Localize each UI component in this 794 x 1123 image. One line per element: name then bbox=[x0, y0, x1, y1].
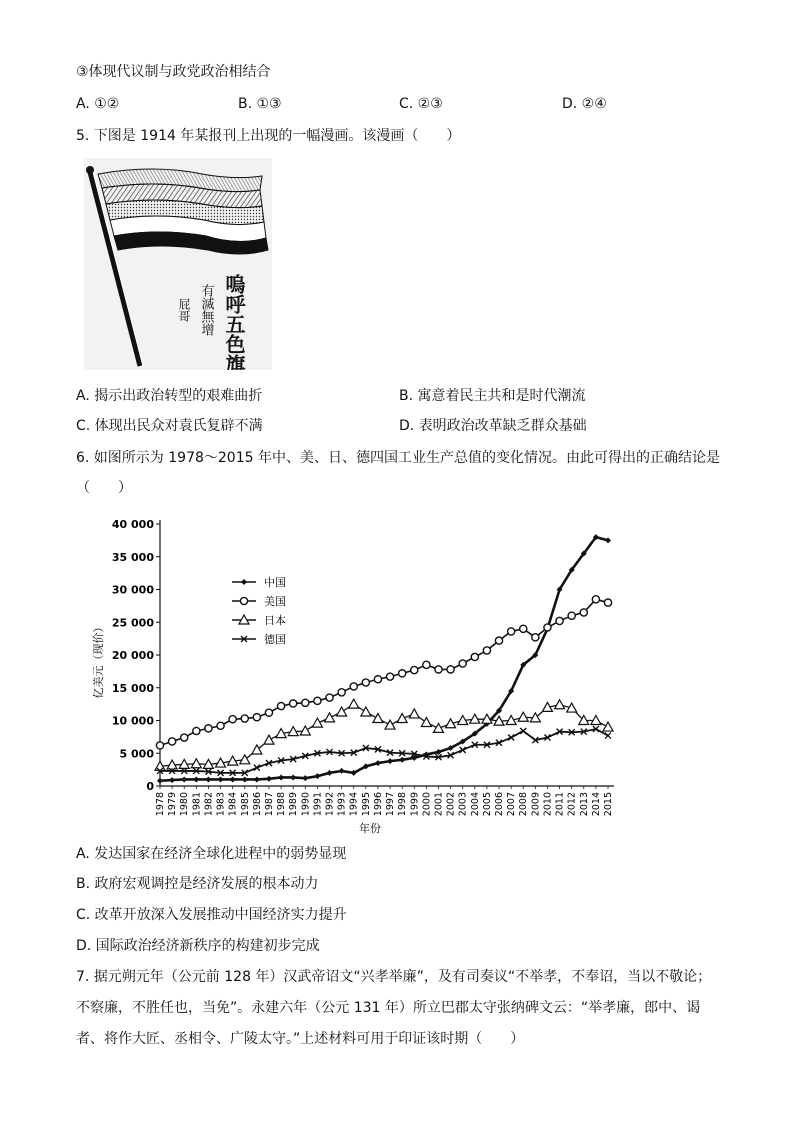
data-point bbox=[435, 749, 441, 755]
data-point bbox=[433, 723, 443, 732]
q7-line-1: 7. 据元朔元年（公元前 128 年）汉武帝诏文“兴孝举廉”，及有司奏议“不举孝，不奉诏，当以不敬论； bbox=[76, 969, 712, 985]
cartoon-title: 嗚呼五色旗 bbox=[222, 274, 246, 370]
q6-option-a[interactable]: A. 发达国家在经济全球化进程中的弱势显现 bbox=[76, 846, 347, 862]
data-point bbox=[423, 661, 430, 668]
data-point bbox=[242, 776, 248, 782]
data-point bbox=[605, 733, 611, 739]
cartoon-signature: 屁哥 bbox=[177, 298, 191, 322]
legend-marker bbox=[241, 579, 247, 585]
data-point bbox=[387, 758, 393, 764]
x-tick-label: 2015 bbox=[603, 792, 614, 817]
data-point bbox=[350, 683, 357, 690]
data-point bbox=[169, 777, 175, 783]
y-tick-label: 0 bbox=[146, 780, 154, 793]
x-tick-label: 1995 bbox=[360, 792, 372, 817]
data-point bbox=[447, 666, 454, 673]
legend-item bbox=[232, 575, 286, 589]
data-point bbox=[277, 702, 284, 709]
y-tick-label: 40 000 bbox=[111, 518, 154, 531]
series-4 bbox=[157, 726, 611, 776]
legend-label: 中国 bbox=[264, 576, 286, 589]
flag-cartoon bbox=[84, 158, 272, 370]
y-tick-label: 35 000 bbox=[111, 550, 154, 564]
data-point bbox=[241, 715, 248, 722]
x-tick-label: 1991 bbox=[312, 792, 324, 817]
data-point bbox=[495, 637, 502, 644]
x-tick-label: 2012 bbox=[566, 792, 578, 817]
data-point bbox=[290, 700, 297, 707]
y-tick-label: 30 000 bbox=[111, 583, 154, 597]
legend-label: 美国 bbox=[264, 595, 286, 608]
data-point bbox=[568, 612, 575, 619]
data-point bbox=[290, 774, 296, 780]
data-point bbox=[520, 625, 527, 632]
data-point bbox=[520, 728, 526, 734]
industrial-output-chart bbox=[90, 510, 630, 840]
x-tick-label: 1985 bbox=[239, 792, 251, 817]
data-point bbox=[181, 776, 187, 782]
x-tick-label: 2003 bbox=[457, 792, 469, 817]
x-tick-label: 1989 bbox=[288, 792, 300, 817]
y-tick-label: 5 000 bbox=[119, 747, 154, 761]
q5-stem: 5. 下图是 1914 年某报刊上出现的一幅漫画。该漫画（ ） bbox=[76, 128, 461, 144]
x-axis-label: 年份 bbox=[359, 822, 381, 835]
q4-option-a[interactable]: A. ①② bbox=[76, 96, 120, 112]
data-point bbox=[386, 673, 393, 680]
q6-option-c[interactable]: C. 改革开放深入发展推动中国经济实力提升 bbox=[76, 907, 347, 923]
x-tick-label: 2006 bbox=[494, 792, 506, 817]
cartoon-subtitle: 有滅無增 bbox=[198, 284, 214, 336]
x-tick-label: 2007 bbox=[506, 792, 518, 817]
y-tick-label: 15 000 bbox=[111, 681, 154, 695]
q7-line-2: 不察廉，不胜任也，当免”。永建六年（公元 131 年）所立巴郡太守张纳碑文云：“举孝廉，郎中、谒 bbox=[76, 1000, 701, 1016]
data-point bbox=[314, 773, 320, 779]
series-line bbox=[160, 599, 608, 745]
data-point bbox=[264, 735, 274, 744]
data-point bbox=[421, 717, 431, 726]
data-point bbox=[229, 716, 236, 723]
data-point bbox=[205, 776, 211, 782]
x-tick-label: 2005 bbox=[481, 792, 493, 817]
data-point bbox=[254, 776, 260, 782]
data-point bbox=[508, 628, 515, 635]
data-point bbox=[169, 738, 176, 745]
data-point bbox=[193, 727, 200, 734]
data-point bbox=[603, 722, 613, 731]
q6-stem: 6. 如图所示为 1978～2015 年中、美、日、德四国工业生产总值的变化情况。由此可得出的正确结论是 bbox=[76, 450, 720, 466]
x-tick-label: 1979 bbox=[167, 792, 179, 817]
data-point bbox=[181, 734, 188, 741]
data-point bbox=[217, 722, 224, 729]
data-point bbox=[397, 714, 407, 723]
series-line bbox=[160, 537, 608, 781]
data-point bbox=[338, 689, 345, 696]
x-tick-label: 2011 bbox=[554, 792, 566, 817]
x-tick-label: 1983 bbox=[215, 792, 227, 817]
data-point bbox=[435, 666, 442, 673]
data-point bbox=[411, 666, 418, 673]
legend-item bbox=[232, 595, 286, 608]
x-tick-label: 1998 bbox=[397, 792, 409, 817]
x-tick-label: 1996 bbox=[372, 792, 384, 817]
data-point bbox=[399, 757, 405, 763]
legend-label: 德国 bbox=[264, 633, 286, 646]
data-point bbox=[326, 694, 333, 701]
data-point bbox=[302, 699, 309, 706]
legend-label: 日本 bbox=[264, 614, 286, 627]
data-point bbox=[337, 707, 347, 716]
x-tick-label: 1984 bbox=[227, 792, 239, 817]
data-point bbox=[375, 760, 381, 766]
x-tick-label: 1988 bbox=[276, 792, 288, 817]
data-point bbox=[327, 770, 333, 776]
y-tick-label: 10 000 bbox=[111, 714, 154, 728]
q6-stem-blank: （ ） bbox=[76, 480, 132, 496]
data-point bbox=[409, 709, 419, 718]
data-point bbox=[374, 676, 381, 683]
y-tick-label: 20 000 bbox=[111, 649, 154, 662]
q4-option-b[interactable]: B. ①③ bbox=[238, 96, 282, 112]
x-tick-label: 1992 bbox=[324, 792, 336, 817]
q5-option-b[interactable]: B. 寓意着民主共和是时代潮流 bbox=[399, 388, 586, 404]
legend-item bbox=[232, 613, 286, 627]
legend-marker bbox=[240, 597, 247, 604]
data-point bbox=[266, 776, 272, 782]
data-point bbox=[362, 679, 369, 686]
x-tick-label: 1990 bbox=[300, 792, 312, 817]
data-point bbox=[544, 624, 551, 631]
y-axis-label: 亿美元（现价） bbox=[92, 621, 105, 699]
data-point bbox=[373, 714, 383, 723]
x-tick-label: 1981 bbox=[191, 792, 203, 817]
x-tick-label: 1980 bbox=[179, 792, 191, 817]
y-tick-label: 25 000 bbox=[111, 616, 154, 630]
q7-line-3: 者、将作大匠、丞相令、广陵太守。”上述材料可用于印证该时期（ ） bbox=[76, 1031, 525, 1047]
q4-item-3: ③体现代议制与政党政治相结合 bbox=[76, 64, 271, 80]
data-point bbox=[265, 709, 272, 716]
x-tick-label: 1982 bbox=[203, 792, 215, 817]
x-tick-label: 2009 bbox=[530, 792, 542, 817]
data-point bbox=[302, 775, 308, 781]
series-2 bbox=[156, 596, 611, 749]
series-line bbox=[160, 704, 608, 766]
q5-option-a[interactable]: A. 揭示出政治转型的艰难曲折 bbox=[76, 388, 263, 404]
data-point bbox=[312, 718, 322, 727]
x-tick-label: 2002 bbox=[445, 792, 457, 817]
data-point bbox=[339, 768, 345, 774]
x-tick-label: 2001 bbox=[433, 792, 445, 817]
x-tick-label: 1993 bbox=[336, 792, 348, 817]
data-point bbox=[555, 700, 565, 709]
x-tick-label: 2008 bbox=[518, 792, 530, 817]
q6-option-b[interactable]: B. 政府宏观调控是经济发展的根本动力 bbox=[76, 876, 319, 892]
x-tick-label: 2010 bbox=[542, 792, 554, 817]
q4-option-c[interactable]: C. ②③ bbox=[399, 96, 443, 112]
series-line bbox=[160, 729, 608, 773]
data-point bbox=[604, 599, 611, 606]
q6-option-d[interactable]: D. 国际政治经济新秩序的构建初步完成 bbox=[76, 938, 320, 954]
q4-option-d[interactable]: D. ②④ bbox=[562, 96, 607, 112]
x-tick-label: 2013 bbox=[578, 792, 590, 817]
data-point bbox=[157, 778, 163, 784]
data-point bbox=[230, 776, 236, 782]
x-tick-label: 1987 bbox=[263, 792, 275, 817]
data-point bbox=[605, 537, 611, 543]
data-point bbox=[532, 634, 539, 641]
x-tick-label: 1999 bbox=[409, 792, 421, 817]
x-tick-label: 1994 bbox=[348, 792, 360, 817]
data-point bbox=[191, 759, 201, 768]
x-tick-label: 2014 bbox=[590, 792, 602, 817]
data-point bbox=[580, 609, 587, 616]
data-point bbox=[592, 596, 599, 603]
x-tick-label: 2004 bbox=[469, 792, 481, 817]
q5-option-d[interactable]: D. 表明政治改革缺乏群众基础 bbox=[399, 418, 587, 434]
data-point bbox=[361, 707, 371, 716]
data-point bbox=[518, 712, 528, 721]
data-point bbox=[349, 699, 359, 708]
x-tick-label: 1978 bbox=[155, 792, 166, 817]
data-point bbox=[205, 725, 212, 732]
flag-cartoon-drawing bbox=[84, 158, 272, 370]
series-1 bbox=[157, 534, 611, 784]
data-point bbox=[278, 774, 284, 780]
data-point bbox=[253, 714, 260, 721]
data-point bbox=[300, 726, 310, 735]
data-point bbox=[193, 776, 199, 782]
data-point bbox=[218, 776, 224, 782]
x-tick-label: 2000 bbox=[421, 792, 433, 817]
data-point bbox=[471, 653, 478, 660]
legend-item bbox=[232, 633, 286, 646]
data-point bbox=[556, 617, 563, 624]
data-point bbox=[156, 742, 163, 749]
chart-svg bbox=[90, 510, 630, 840]
data-point bbox=[459, 660, 466, 667]
data-point bbox=[483, 647, 490, 654]
data-point bbox=[385, 720, 395, 729]
data-point bbox=[314, 697, 321, 704]
x-tick-label: 1986 bbox=[251, 792, 263, 817]
data-point bbox=[325, 713, 335, 722]
x-tick-label: 1997 bbox=[385, 792, 397, 817]
data-point bbox=[399, 670, 406, 677]
q5-option-c[interactable]: C. 体现出民众对袁氏复辟不满 bbox=[76, 418, 263, 434]
